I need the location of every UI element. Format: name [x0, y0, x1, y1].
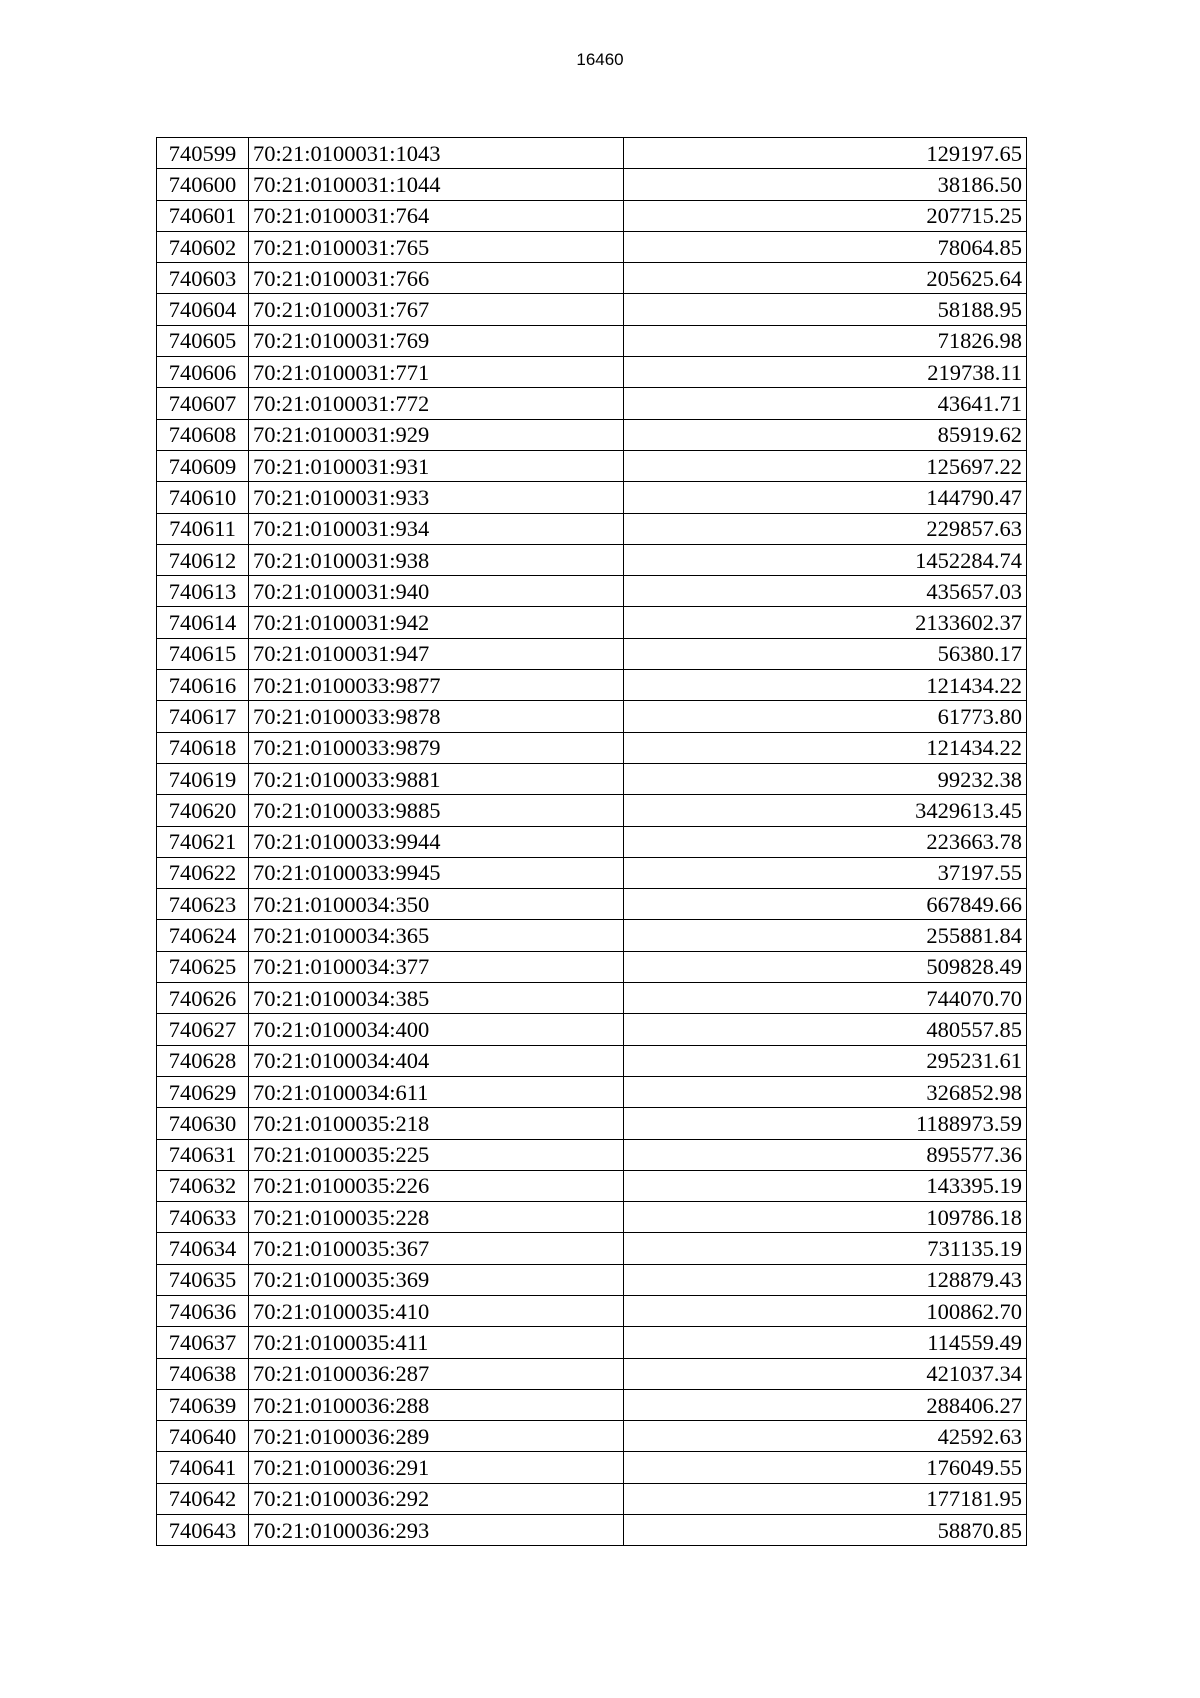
cadastral-number-cell: 70:21:0100033:9885 [249, 795, 624, 826]
row-id-cell: 740617 [157, 701, 249, 732]
table-row [157, 1139, 1027, 1170]
value-cell: 255881.84 [624, 920, 1027, 951]
value-cell: 435657.03 [624, 576, 1027, 607]
table-row [157, 983, 1027, 1014]
row-id-cell: 740599 [157, 138, 249, 169]
value-cell: 421037.34 [624, 1358, 1027, 1389]
value-cell: 288406.27 [624, 1389, 1027, 1420]
cadastral-number-cell: 70:21:0100035:226 [249, 1170, 624, 1201]
table-row [157, 763, 1027, 794]
row-id-cell: 740626 [157, 983, 249, 1014]
row-id-cell: 740633 [157, 1202, 249, 1233]
cadastral-number-cell: 70:21:0100036:288 [249, 1389, 624, 1420]
table-row [157, 1515, 1027, 1546]
table-row [157, 607, 1027, 638]
cadastral-number-cell: 70:21:0100031:940 [249, 576, 624, 607]
cadastral-number-cell: 70:21:0100031:771 [249, 357, 624, 388]
row-id-cell: 740605 [157, 325, 249, 356]
table-row [157, 357, 1027, 388]
cadastral-number-cell: 70:21:0100031:938 [249, 544, 624, 575]
cadastral-number-cell: 70:21:0100031:933 [249, 482, 624, 513]
cadastral-number-cell: 70:21:0100031:769 [249, 325, 624, 356]
cadastral-number-cell: 70:21:0100035:367 [249, 1233, 624, 1264]
table-row [157, 325, 1027, 356]
value-cell: 207715.25 [624, 200, 1027, 231]
value-cell: 143395.19 [624, 1170, 1027, 1201]
cadastral-number-cell: 70:21:0100031:766 [249, 263, 624, 294]
cadastral-number-cell: 70:21:0100036:289 [249, 1421, 624, 1452]
table-row [157, 200, 1027, 231]
value-cell: 895577.36 [624, 1139, 1027, 1170]
value-cell: 129197.65 [624, 138, 1027, 169]
row-id-cell: 740642 [157, 1483, 249, 1514]
value-cell: 509828.49 [624, 951, 1027, 982]
row-id-cell: 740629 [157, 1076, 249, 1107]
cadastral-number-cell: 70:21:0100036:287 [249, 1358, 624, 1389]
row-id-cell: 740602 [157, 231, 249, 262]
value-cell: 177181.95 [624, 1483, 1027, 1514]
cadastral-number-cell: 70:21:0100031:947 [249, 638, 624, 669]
row-id-cell: 740600 [157, 169, 249, 200]
value-cell: 85919.62 [624, 419, 1027, 450]
cadastral-number-cell: 70:21:0100035:225 [249, 1139, 624, 1170]
table-row [157, 732, 1027, 763]
table-row [157, 1295, 1027, 1326]
table-row [157, 388, 1027, 419]
page-number: 16460 [576, 50, 624, 69]
table-row [157, 1076, 1027, 1107]
row-id-cell: 740637 [157, 1327, 249, 1358]
row-id-cell: 740628 [157, 1045, 249, 1076]
row-id-cell: 740614 [157, 607, 249, 638]
value-cell: 71826.98 [624, 325, 1027, 356]
table-row [157, 1389, 1027, 1420]
value-cell: 58870.85 [624, 1515, 1027, 1546]
row-id-cell: 740616 [157, 670, 249, 701]
row-id-cell: 740636 [157, 1295, 249, 1326]
table-row [157, 638, 1027, 669]
value-cell: 144790.47 [624, 482, 1027, 513]
value-cell: 229857.63 [624, 513, 1027, 544]
row-id-cell: 740640 [157, 1421, 249, 1452]
value-cell: 2133602.37 [624, 607, 1027, 638]
cadastral-number-cell: 70:21:0100031:767 [249, 294, 624, 325]
cadastral-number-cell: 70:21:0100034:365 [249, 920, 624, 951]
table-row [157, 263, 1027, 294]
value-cell: 38186.50 [624, 169, 1027, 200]
cadastral-number-cell: 70:21:0100034:404 [249, 1045, 624, 1076]
value-cell: 176049.55 [624, 1452, 1027, 1483]
cadastral-number-cell: 70:21:0100034:350 [249, 889, 624, 920]
table-row [157, 419, 1027, 450]
table-row [157, 1170, 1027, 1201]
row-id-cell: 740627 [157, 1014, 249, 1045]
row-id-cell: 740610 [157, 482, 249, 513]
value-cell: 125697.22 [624, 450, 1027, 481]
cadastral-number-cell: 70:21:0100035:218 [249, 1108, 624, 1139]
row-id-cell: 740613 [157, 576, 249, 607]
row-id-cell: 740623 [157, 889, 249, 920]
row-id-cell: 740624 [157, 920, 249, 951]
table-row [157, 1327, 1027, 1358]
row-id-cell: 740643 [157, 1515, 249, 1546]
table-row [157, 670, 1027, 701]
value-cell: 37197.55 [624, 857, 1027, 888]
cadastral-number-cell: 70:21:0100034:385 [249, 983, 624, 1014]
cadastral-number-cell: 70:21:0100035:228 [249, 1202, 624, 1233]
table-row [157, 1264, 1027, 1295]
cadastral-number-cell: 70:21:0100034:377 [249, 951, 624, 982]
row-id-cell: 740607 [157, 388, 249, 419]
cadastral-number-cell: 70:21:0100031:1043 [249, 138, 624, 169]
table-row [157, 1452, 1027, 1483]
cadastral-number-cell: 70:21:0100033:9879 [249, 732, 624, 763]
table-row [157, 826, 1027, 857]
cadastral-number-cell: 70:21:0100034:400 [249, 1014, 624, 1045]
cadastral-number-cell: 70:21:0100033:9944 [249, 826, 624, 857]
row-id-cell: 740609 [157, 450, 249, 481]
row-id-cell: 740631 [157, 1139, 249, 1170]
value-cell: 121434.22 [624, 670, 1027, 701]
table-row [157, 889, 1027, 920]
value-cell: 100862.70 [624, 1295, 1027, 1326]
table-row [157, 513, 1027, 544]
cadastral-number-cell: 70:21:0100033:9945 [249, 857, 624, 888]
table-body [157, 138, 1027, 1546]
cadastral-number-cell: 70:21:0100033:9881 [249, 763, 624, 794]
table-row [157, 1421, 1027, 1452]
table-row [157, 231, 1027, 262]
table-row [157, 1108, 1027, 1139]
row-id-cell: 740604 [157, 294, 249, 325]
cadastral-number-cell: 70:21:0100033:9878 [249, 701, 624, 732]
table-row [157, 857, 1027, 888]
row-id-cell: 740612 [157, 544, 249, 575]
value-cell: 56380.17 [624, 638, 1027, 669]
value-cell: 223663.78 [624, 826, 1027, 857]
row-id-cell: 740621 [157, 826, 249, 857]
value-cell: 219738.11 [624, 357, 1027, 388]
row-id-cell: 740632 [157, 1170, 249, 1201]
cadastral-number-cell: 70:21:0100031:929 [249, 419, 624, 450]
table-row [157, 701, 1027, 732]
value-cell: 121434.22 [624, 732, 1027, 763]
row-id-cell: 740634 [157, 1233, 249, 1264]
cadastral-number-cell: 70:21:0100033:9877 [249, 670, 624, 701]
value-cell: 667849.66 [624, 889, 1027, 920]
value-cell: 128879.43 [624, 1264, 1027, 1295]
table-row [157, 450, 1027, 481]
row-id-cell: 740622 [157, 857, 249, 888]
row-id-cell: 740608 [157, 419, 249, 450]
data-table [156, 137, 1027, 1546]
row-id-cell: 740603 [157, 263, 249, 294]
table-row [157, 294, 1027, 325]
value-cell: 114559.49 [624, 1327, 1027, 1358]
cadastral-number-cell: 70:21:0100031:772 [249, 388, 624, 419]
row-id-cell: 740618 [157, 732, 249, 763]
value-cell: 1188973.59 [624, 1108, 1027, 1139]
table-row [157, 544, 1027, 575]
row-id-cell: 740630 [157, 1108, 249, 1139]
cadastral-number-cell: 70:21:0100031:1044 [249, 169, 624, 200]
table-row [157, 169, 1027, 200]
cadastral-number-cell: 70:21:0100031:942 [249, 607, 624, 638]
cadastral-number-cell: 70:21:0100036:293 [249, 1515, 624, 1546]
cadastral-number-cell: 70:21:0100034:611 [249, 1076, 624, 1107]
table-row [157, 1014, 1027, 1045]
row-id-cell: 740641 [157, 1452, 249, 1483]
table-row [157, 1202, 1027, 1233]
table-row [157, 1233, 1027, 1264]
value-cell: 99232.38 [624, 763, 1027, 794]
cadastral-number-cell: 70:21:0100035:410 [249, 1295, 624, 1326]
cadastral-number-cell: 70:21:0100035:411 [249, 1327, 624, 1358]
row-id-cell: 740619 [157, 763, 249, 794]
row-id-cell: 740625 [157, 951, 249, 982]
value-cell: 326852.98 [624, 1076, 1027, 1107]
cadastral-number-cell: 70:21:0100036:292 [249, 1483, 624, 1514]
value-cell: 58188.95 [624, 294, 1027, 325]
cadastral-number-cell: 70:21:0100031:934 [249, 513, 624, 544]
value-cell: 1452284.74 [624, 544, 1027, 575]
row-id-cell: 740639 [157, 1389, 249, 1420]
table-row [157, 576, 1027, 607]
cadastral-number-cell: 70:21:0100031:765 [249, 231, 624, 262]
table-row [157, 1483, 1027, 1514]
value-cell: 42592.63 [624, 1421, 1027, 1452]
row-id-cell: 740615 [157, 638, 249, 669]
row-id-cell: 740601 [157, 200, 249, 231]
value-cell: 109786.18 [624, 1202, 1027, 1233]
value-cell: 205625.64 [624, 263, 1027, 294]
value-cell: 78064.85 [624, 231, 1027, 262]
value-cell: 61773.80 [624, 701, 1027, 732]
value-cell: 744070.70 [624, 983, 1027, 1014]
value-cell: 295231.61 [624, 1045, 1027, 1076]
table-row [157, 1358, 1027, 1389]
table-row [157, 951, 1027, 982]
cadastral-number-cell: 70:21:0100035:369 [249, 1264, 624, 1295]
row-id-cell: 740620 [157, 795, 249, 826]
table-row [157, 138, 1027, 169]
row-id-cell: 740635 [157, 1264, 249, 1295]
value-cell: 3429613.45 [624, 795, 1027, 826]
cadastral-number-cell: 70:21:0100031:931 [249, 450, 624, 481]
value-cell: 480557.85 [624, 1014, 1027, 1045]
value-cell: 731135.19 [624, 1233, 1027, 1264]
row-id-cell: 740606 [157, 357, 249, 388]
row-id-cell: 740611 [157, 513, 249, 544]
cadastral-number-cell: 70:21:0100036:291 [249, 1452, 624, 1483]
table-row [157, 920, 1027, 951]
table-row [157, 482, 1027, 513]
row-id-cell: 740638 [157, 1358, 249, 1389]
table-row [157, 795, 1027, 826]
value-cell: 43641.71 [624, 388, 1027, 419]
cadastral-number-cell: 70:21:0100031:764 [249, 200, 624, 231]
table-row [157, 1045, 1027, 1076]
